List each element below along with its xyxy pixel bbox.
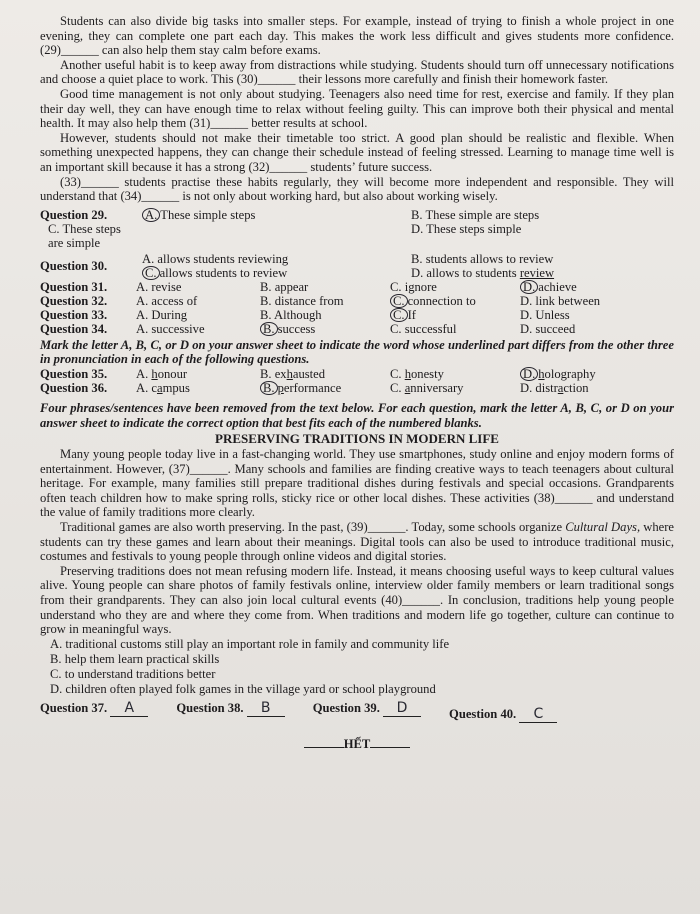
option-b[interactable]: B. These simple are steps [411,207,540,222]
option-b[interactable]: B. distance from [260,293,344,308]
answer-circle-mark: B. [260,381,278,395]
questions-31-34 [40,280,674,336]
option-d[interactable]: D. succeed [520,321,576,336]
end-marker: HẾT [40,737,674,752]
passage2-title: PRESERVING TRADITIONS IN MODERN LIFE [215,431,499,447]
divider-right [370,747,410,748]
question-31 [40,280,674,294]
answer-circle-mark: A. [142,208,160,222]
answer-38[interactable]: Question 38. B [176,700,284,723]
question-number: Question 34. [40,321,108,336]
option-c[interactable]: C. honesty [390,366,444,381]
question-number: Question 30. [40,258,108,273]
option-b[interactable]: B. exhausted [260,366,326,381]
passage1-paragraph-2: Another useful habit is to keep away from distractions while studying. Students should turn off unnecessary notifications and choose a quiet place to work. This (30)______ their lessons more carefully and finish their homework faster. [40,57,674,87]
option-d[interactable]: D. distraction [520,380,589,395]
option-d[interactable]: D. These steps simple [411,221,522,236]
option-b[interactable]: B. Although [260,307,322,322]
option-b[interactable]: B. performance [260,381,390,395]
pronunciation-instruction: Mark the letter A, B, C, or D on your answer sheet to indicate the word whose underlined part differs from the other three in pronunciation in each of the following questions. [40,337,674,367]
option-a[interactable]: A. access of [136,293,198,308]
option-b[interactable]: B. help them learn practical skills [50,651,220,666]
option-c[interactable]: C. allows students to review [142,266,405,280]
option-b[interactable]: B. students allows to review [411,251,554,266]
option-d[interactable]: D. children often played folk games in the village yard or school playground [50,681,436,696]
passage2-paragraph-3: Preserving traditions does not mean refusing modern life. Instead, it means choosing useful ways to keep cultural values alive. Young people can share photos of family festivals online, interview older family members or learn traditional songs from their grandparents. They can also join local cultural events (40)______. In conclusion, traditions help young people understand who they are and where they come from. When traditions and modern life go together, culture can continue to grow in meaningful ways. [40,563,674,637]
questions-29-30 [40,208,674,280]
answer-40[interactable]: Question 40. C [449,706,557,723]
answer-39[interactable]: Question 39. D [313,700,421,723]
option-c[interactable]: C. connection to [390,294,520,308]
question-35 [40,367,674,381]
question-number: Question 29. [40,207,108,222]
answer-circle-mark: C. [142,266,160,280]
question-30 [40,252,674,280]
option-d[interactable]: D. holography [520,367,674,381]
question-36 [40,381,674,395]
option-a[interactable]: A. traditional customs still play an important role in family and community life [50,636,450,651]
answer-circle-mark: D. [520,367,538,381]
passage2-paragraph-1: Many young people today live in a fast-changing world. They use smartphones, study online and enjoy modern forms of entertainment. However, (37)______. Many schools and families are finding creative ways to teach teenagers about cultural heritage. For example, many families still prepare traditional dishes during festivals and special occasions. Grandparents often teach children how to make spring rolls, sticky rice or other local dishes. These activities (38)______ and understand the value of family traditions more clearly. [40,447,674,520]
option-b[interactable]: B. success [260,322,390,336]
option-d[interactable]: D. achieve [520,280,674,294]
question-number: Question 36. [40,380,108,395]
answer-row [40,700,674,723]
passage1-paragraph-3: Good time management is not only about studying. Teenagers also need time for rest, exercise and family. If they plan their day well, they can have enough time to relax without feeling guilty. This can improve both their physical and mental health. It may also help them (31)______ better results at school. [40,86,674,131]
question-32 [40,294,674,308]
option-a[interactable]: A. revise [136,279,182,294]
passage2-paragraph-2: Traditional games are also worth preserving. In the past, (39)______. Today, some schools organize Cultural Days, where students can try these games and learn about their meanings. Digital tools can also be used to introduce traditional music, costumes and festivals to young people through online videos and digital stories. [40,520,675,564]
option-d[interactable]: D. link between [520,293,601,308]
question-number: Question 32. [40,293,108,308]
option-c[interactable]: C. These steps are simple [48,221,121,250]
question-29 [40,208,674,250]
option-c[interactable]: C. If [390,308,520,322]
answer-circle-mark: C. [390,308,408,322]
answer-circle-mark: B. [260,322,278,336]
option-c[interactable]: C. successful [390,321,457,336]
option-c[interactable]: C. ignore [390,279,437,294]
answer-circle-mark: C. [390,294,408,308]
option-a[interactable]: A. allows students reviewing [142,251,289,266]
gap-fill-instruction: Four phrases/sentences have been removed from the text below. For each question, mark the letter A, B, C, or D on your answer sheet to indicate the correct option that best fits each of the numbered blanks. [40,400,674,430]
option-a[interactable]: A. honour [136,366,188,381]
passage1-paragraph-5: (33)______ students practise these habits regularly, they will become more independent and responsible. They will understand that (34)______ is not only about working hard, but also about working wisely. [40,174,674,204]
option-c[interactable]: C. anniversary [390,380,464,395]
question-34 [40,322,674,336]
option-a[interactable]: A. campus [136,380,190,395]
option-a[interactable]: A. successive [136,321,205,336]
options-list [40,637,674,697]
answer-circle-mark: D. [520,280,538,294]
question-number: Question 35. [40,366,108,381]
option-c[interactable]: C. to understand traditions better [50,666,216,681]
question-number: Question 33. [40,307,108,322]
option-d[interactable]: D. Unless [520,307,570,322]
answer-37[interactable]: Question 37. A [40,700,148,723]
option-a[interactable]: A. These simple steps [142,208,405,222]
question-number: Question 31. [40,279,108,294]
question-33 [40,308,674,322]
option-d[interactable]: D. allows to students review [411,265,555,280]
passage1-paragraph-1: Students can also divide big tasks into smaller steps. For example, instead of trying to finish a whole project in one evening, they can complete one part each day. This makes the work less difficult and gives students more confidence. (29)______ can also help them stay calm before exams. [40,14,674,58]
option-b[interactable]: B. appear [260,279,309,294]
passage1-paragraph-4: However, students should not make their timetable too strict. A good plan should be realistic and flexible. When something unexpected happens, they can change their schedule instead of feeling stressed. Learning to manage time well is an important skill because it has a strong (32)______ students’ future success. [40,130,674,174]
option-a[interactable]: A. During [136,307,188,322]
divider-left [304,747,344,748]
